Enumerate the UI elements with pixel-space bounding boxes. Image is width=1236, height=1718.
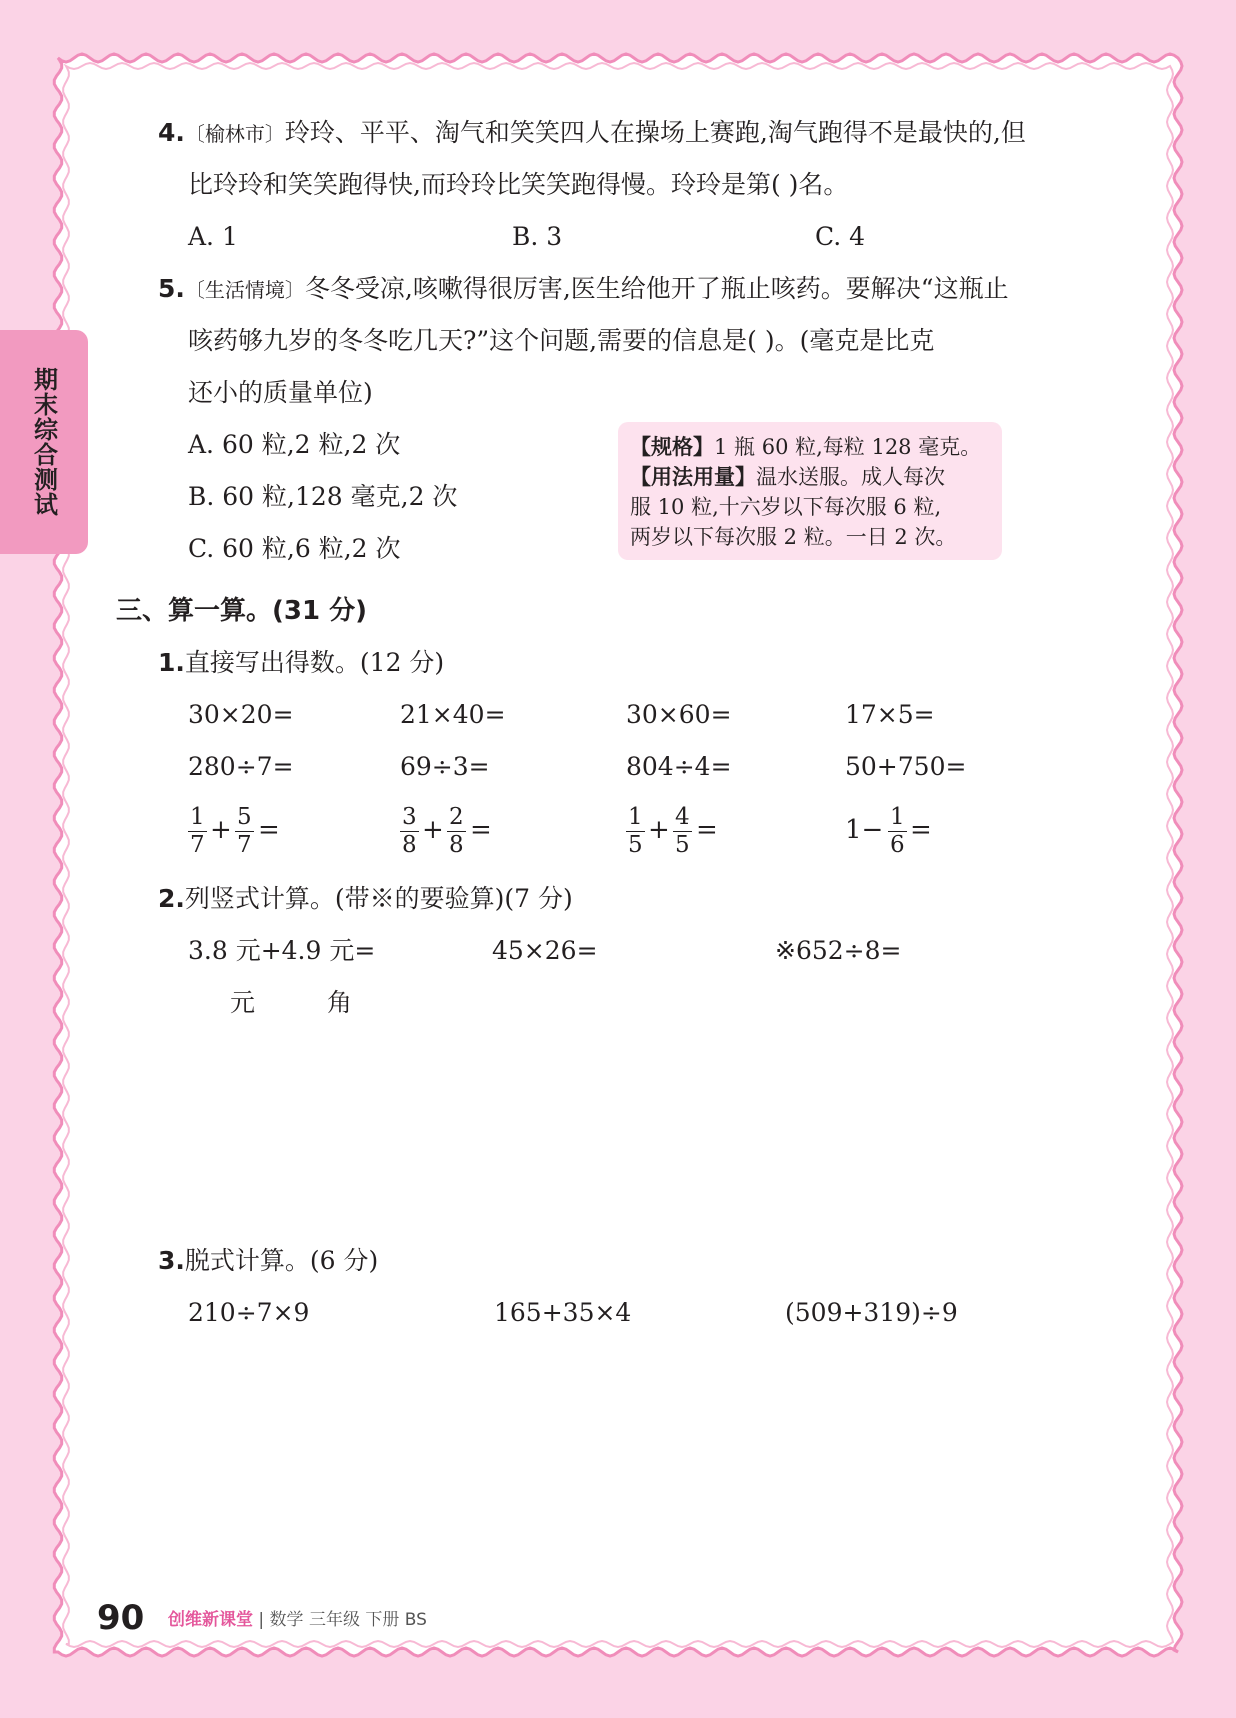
fraction-denominator: 5: [675, 832, 690, 858]
dosage-label: 【用法用量】: [630, 465, 756, 489]
fraction-numerator: 3: [402, 804, 417, 830]
calc-item: 30×60=: [626, 700, 732, 729]
calc-item: 69÷3=: [400, 752, 490, 781]
question-4-option-a: A. 1: [188, 222, 238, 251]
fraction: [400, 804, 419, 859]
calc-item: 30×20=: [188, 700, 294, 729]
fraction-denominator: 7: [237, 832, 252, 858]
part-2-number: 2.: [158, 884, 185, 913]
fraction: [235, 804, 254, 859]
equals-sign: =: [696, 815, 718, 845]
footer-subject: | 数学 三年级 下册 BS: [258, 1610, 427, 1630]
medicine-spec-box: [618, 422, 1002, 560]
fraction-denominator: 6: [890, 832, 905, 858]
question-5-line1: [158, 274, 1009, 305]
page-number: 90: [97, 1598, 145, 1638]
fraction-numerator: 1: [190, 804, 205, 830]
unit-yuan: 元: [230, 988, 256, 1017]
calc-item: 280÷7=: [188, 752, 294, 781]
question-4-tag: 〔榆林市〕: [184, 122, 285, 146]
question-5-line3: 还小的质量单位): [188, 378, 373, 407]
question-5-option-a: A. 60 粒,2 粒,2 次: [188, 430, 401, 459]
fraction-numerator: 2: [449, 804, 464, 830]
vertical-calc-item: 45×26=: [492, 936, 598, 965]
question-5-line2: 咳药够九岁的冬冬吃几天?”这个问题,需要的信息是( )。(毫克是比克: [188, 326, 935, 355]
footer-brand-line: [168, 1608, 427, 1632]
question-4-text1: 玲玲、平平、淘气和笑笑四人在操场上赛跑,淘气跑得不是最快的,但: [284, 118, 1026, 147]
fraction-denominator: 8: [402, 832, 417, 858]
one-minus: 1−: [845, 815, 884, 845]
brand-name: 创维新课堂: [168, 1610, 253, 1630]
fraction-denominator: 8: [449, 832, 464, 858]
spec-text: 1 瓶 60 粒,每粒 128 毫克。: [714, 435, 982, 459]
question-4-line2: 比玲玲和笑笑跑得快,而玲玲比笑笑跑得慢。玲玲是第( )名。: [188, 170, 849, 199]
plus-sign: +: [210, 815, 232, 845]
calc-item: 21×40=: [400, 700, 506, 729]
dosage-line4: 两岁以下每次服 2 粒。一日 2 次。: [630, 525, 957, 549]
question-5-option-b: B. 60 粒,128 毫克,2 次: [188, 482, 458, 511]
dosage-text: 温水送服。成人每次: [756, 465, 945, 489]
spec-label: 【规格】: [630, 435, 714, 459]
side-tab: [0, 330, 88, 554]
part-1-title: [158, 648, 444, 678]
part-2-title: [158, 884, 573, 914]
vertical-calc-item: ※652÷8=: [775, 936, 902, 965]
fraction-numerator: 1: [628, 804, 643, 830]
fraction: [188, 804, 207, 859]
calc-item: 50+750=: [845, 752, 967, 781]
section-3-heading: 三、算一算。(31 分): [116, 596, 367, 626]
part-3-number: 3.: [158, 1246, 185, 1275]
question-5-option-c: C. 60 粒,6 粒,2 次: [188, 534, 401, 563]
part-1-number: 1.: [158, 648, 185, 677]
unit-jiao: 角: [327, 988, 353, 1017]
equals-sign: =: [470, 815, 492, 845]
question-4-option-b: B. 3: [512, 222, 563, 251]
step-calc-item: (509+319)÷9: [785, 1298, 958, 1327]
question-4-line1: [158, 118, 1026, 149]
equals-sign: =: [258, 815, 280, 845]
fraction-denominator: 5: [628, 832, 643, 858]
fraction: [626, 804, 645, 859]
part-3-text: 脱式计算。(6 分): [184, 1246, 379, 1275]
calc-item: 17×5=: [845, 700, 935, 729]
fraction: [447, 804, 466, 859]
calc-item: 804÷4=: [626, 752, 732, 781]
question-4-number: 4.: [158, 118, 185, 147]
fraction-numerator: 5: [237, 804, 252, 830]
dosage-line3: 服 10 粒,十六岁以下每次服 6 粒,: [630, 495, 942, 519]
fraction: [673, 804, 692, 859]
part-3-title: [158, 1246, 378, 1276]
side-tab-label: 期末综合测试: [29, 367, 58, 517]
question-5-number: 5.: [158, 274, 185, 303]
plus-sign: +: [422, 815, 444, 845]
fraction-numerator: 4: [675, 804, 690, 830]
fraction-denominator: 7: [190, 832, 205, 858]
question-5-tag: 〔生活情境〕: [184, 278, 305, 302]
step-calc-item: 165+35×4: [494, 1298, 632, 1327]
step-calc-item: 210÷7×9: [188, 1298, 310, 1327]
question-5-text1: 冬冬受凉,咳嗽得很厉害,医生给他开了瓶止咳药。要解决“这瓶止: [304, 274, 1009, 303]
question-4-option-c: C. 4: [815, 222, 866, 251]
fraction-numerator: 1: [890, 804, 905, 830]
part-2-text: 列竖式计算。(带※的要验算)(7 分): [184, 884, 573, 913]
fraction: [888, 804, 907, 859]
part-1-text: 直接写出得数。(12 分): [184, 648, 445, 677]
vertical-calc-item: 3.8 元+4.9 元=: [188, 936, 376, 965]
plus-sign: +: [648, 815, 670, 845]
equals-sign: =: [910, 815, 932, 845]
